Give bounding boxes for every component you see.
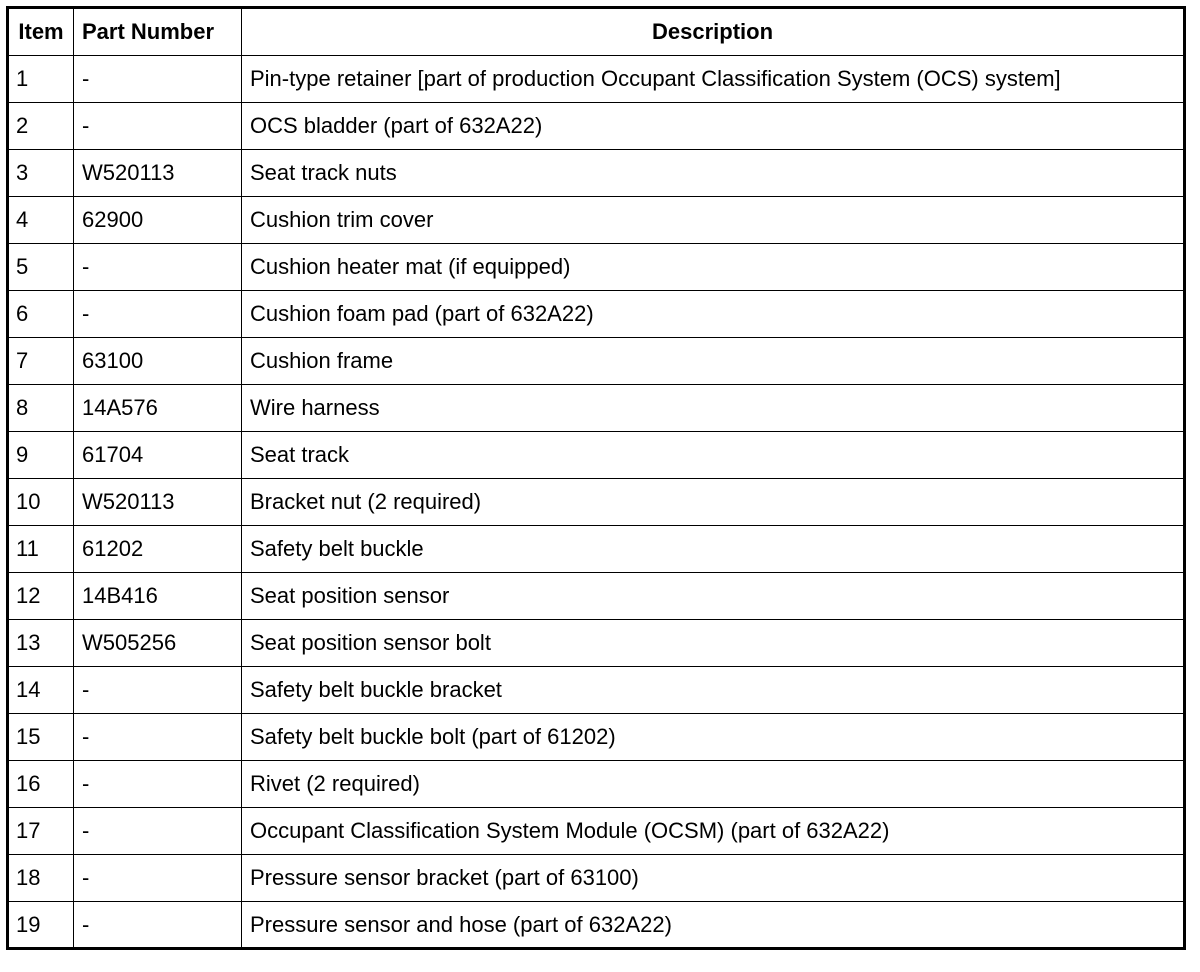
table-row <box>8 244 1185 291</box>
description-cell: Pin-type retainer [part of production Occupant Classification System (OCS) system] <box>242 56 1185 103</box>
description-cell: OCS bladder (part of 632A22) <box>242 103 1185 150</box>
description-cell: Seat position sensor bolt <box>242 620 1185 667</box>
item-cell: 17 <box>8 808 74 855</box>
item-cell: 6 <box>8 291 74 338</box>
part-number-cell: - <box>74 667 242 714</box>
part-number-cell: 61202 <box>74 526 242 573</box>
part-number-cell: 62900 <box>74 197 242 244</box>
description-cell: Seat track <box>242 432 1185 479</box>
part-number-cell: - <box>74 244 242 291</box>
table-row <box>8 338 1185 385</box>
description-cell: Cushion heater mat (if equipped) <box>242 244 1185 291</box>
item-cell: 15 <box>8 714 74 761</box>
item-cell: 13 <box>8 620 74 667</box>
part-number-cell: W520113 <box>74 150 242 197</box>
description-cell: Seat position sensor <box>242 573 1185 620</box>
description-cell: Seat track nuts <box>242 150 1185 197</box>
part-number-cell: - <box>74 761 242 808</box>
table-row <box>8 479 1185 526</box>
part-number-cell: - <box>74 714 242 761</box>
item-cell: 11 <box>8 526 74 573</box>
item-cell: 16 <box>8 761 74 808</box>
description-cell: Safety belt buckle bracket <box>242 667 1185 714</box>
description-cell: Bracket nut (2 required) <box>242 479 1185 526</box>
table-row <box>8 573 1185 620</box>
table-body <box>8 56 1185 949</box>
description-cell: Pressure sensor bracket (part of 63100) <box>242 855 1185 902</box>
part-number-cell: 61704 <box>74 432 242 479</box>
table-header <box>8 8 1185 56</box>
part-number-cell: W505256 <box>74 620 242 667</box>
table-row <box>8 855 1185 902</box>
part-number-cell: - <box>74 291 242 338</box>
part-number-cell: 14B416 <box>74 573 242 620</box>
description-cell: Safety belt buckle bolt (part of 61202) <box>242 714 1185 761</box>
table-row <box>8 761 1185 808</box>
description-cell: Cushion frame <box>242 338 1185 385</box>
description-cell: Rivet (2 required) <box>242 761 1185 808</box>
item-cell: 4 <box>8 197 74 244</box>
table-row <box>8 808 1185 855</box>
description-cell: Cushion foam pad (part of 632A22) <box>242 291 1185 338</box>
item-cell: 8 <box>8 385 74 432</box>
header-description: Description <box>242 8 1185 56</box>
header-row <box>8 8 1185 56</box>
item-cell: 19 <box>8 902 74 949</box>
part-number-cell: - <box>74 855 242 902</box>
description-cell: Cushion trim cover <box>242 197 1185 244</box>
part-number-cell: 63100 <box>74 338 242 385</box>
header-item: Item <box>8 8 74 56</box>
table-row <box>8 291 1185 338</box>
description-cell: Pressure sensor and hose (part of 632A22) <box>242 902 1185 949</box>
part-number-cell: 14A576 <box>74 385 242 432</box>
part-number-cell: - <box>74 902 242 949</box>
item-cell: 10 <box>8 479 74 526</box>
item-cell: 14 <box>8 667 74 714</box>
part-number-cell: - <box>74 56 242 103</box>
table-row <box>8 902 1185 949</box>
item-cell: 9 <box>8 432 74 479</box>
table-row <box>8 56 1185 103</box>
header-part-number: Part Number <box>74 8 242 56</box>
table-row <box>8 667 1185 714</box>
item-cell: 2 <box>8 103 74 150</box>
table-row <box>8 150 1185 197</box>
table-row <box>8 620 1185 667</box>
table-row <box>8 432 1185 479</box>
item-cell: 3 <box>8 150 74 197</box>
table-row <box>8 103 1185 150</box>
table-row <box>8 385 1185 432</box>
table-row <box>8 526 1185 573</box>
description-cell: Safety belt buckle <box>242 526 1185 573</box>
item-cell: 18 <box>8 855 74 902</box>
item-cell: 5 <box>8 244 74 291</box>
item-cell: 12 <box>8 573 74 620</box>
part-number-cell: - <box>74 103 242 150</box>
description-cell: Occupant Classification System Module (OCSM) (part of 632A22) <box>242 808 1185 855</box>
item-cell: 1 <box>8 56 74 103</box>
part-number-cell: - <box>74 808 242 855</box>
description-cell: Wire harness <box>242 385 1185 432</box>
table-row <box>8 197 1185 244</box>
part-number-cell: W520113 <box>74 479 242 526</box>
parts-table <box>6 6 1186 950</box>
item-cell: 7 <box>8 338 74 385</box>
table-row <box>8 714 1185 761</box>
